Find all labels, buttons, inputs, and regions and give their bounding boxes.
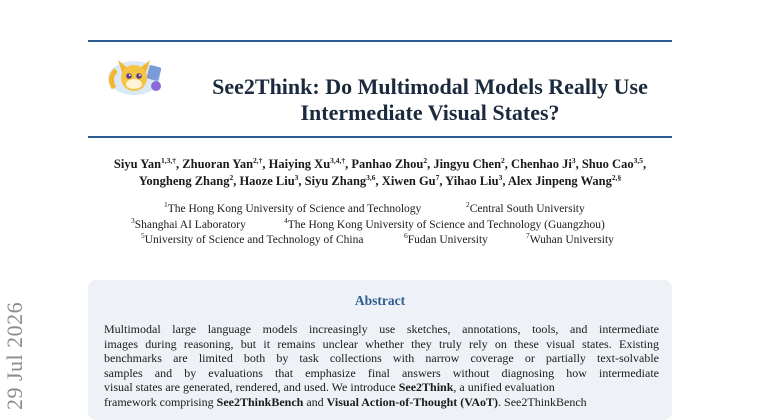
header-rule-bottom [88, 136, 672, 138]
arxiv-side-stamp: 29 Jul 2026 [2, 301, 27, 410]
affiliation-4: $^4$The Hong Kong University of Science and Technology (Guangzhou) [284, 216, 605, 231]
author: Shuo Cao$^{3,5}$, [581, 156, 647, 171]
author: Chenhao Ji$^3$, [511, 156, 582, 171]
abstract-line-2: images during reasoning, but it remains unclear whether they truly rely on these visual states. Existing [104, 336, 659, 351]
abstract-line-4: samples and by evaluations that emphasize final answers without diagnosing how intermediate [104, 365, 659, 380]
author: Haoze Liu$^3$, [239, 173, 305, 188]
abstract-line-6: framework comprising See2ThinkBench and Visual Action-of-Thought (VAoT). See2ThinkBench [104, 394, 587, 409]
affiliation-1: $^1$The Hong Kong University of Science and Technology [164, 200, 422, 215]
abstract-heading: Abstract [354, 293, 406, 308]
author-list-line-1 [70, 156, 690, 173]
paper-title-line-2: Intermediate Visual States? [300, 100, 560, 125]
author: Alex Jinpeng Wang$^{2,\S}$ [507, 173, 622, 188]
abstract-line-3: benchmarks are limited both by task collections with narrow coverage or partially text-solvable [104, 351, 659, 365]
author: Jingyu Chen$^2$, [433, 156, 512, 171]
affiliation-7: $^7$Wuhan University [526, 231, 614, 246]
affiliation-3: $^3$Shanghai AI Laboratory [131, 216, 246, 231]
header-rule-top [88, 40, 672, 42]
author: Yihao Liu$^3$, [445, 173, 508, 188]
paper-title-line-1: See2Think: Do Multimodal Models Really Use [212, 74, 648, 99]
author: Panhao Zhou$^2$, [351, 156, 434, 171]
abstract-line-5: visual states are generated, rendered, and used. We introduce See2Think, a unified evaluation [104, 380, 555, 394]
author: Haiying $Xu^{3,4,\dagger}$, [268, 156, 352, 171]
affiliation-2: $^2$Central South University [466, 200, 585, 215]
author: Siyu Yan$^{1,3,\dagger}$, [113, 156, 183, 171]
author: Yongheng Zhang$^2$, [138, 173, 240, 188]
affiliation-6: $^6$Fudan University [404, 231, 488, 246]
author: Xiwen Gu$^7$, [381, 173, 446, 188]
author: Zhuoran Yan$^{2,\dagger}$, [182, 156, 269, 171]
affiliation-5: $^5$University of Science and Technology of China [141, 231, 364, 246]
author-list-line-2 [70, 173, 690, 190]
author: Siyu Zhang$^{3,6}$, [304, 173, 382, 188]
abstract-line-1: Multimodal large language models increasingly use sketches, annotations, tools, and intermediate [104, 322, 659, 336]
